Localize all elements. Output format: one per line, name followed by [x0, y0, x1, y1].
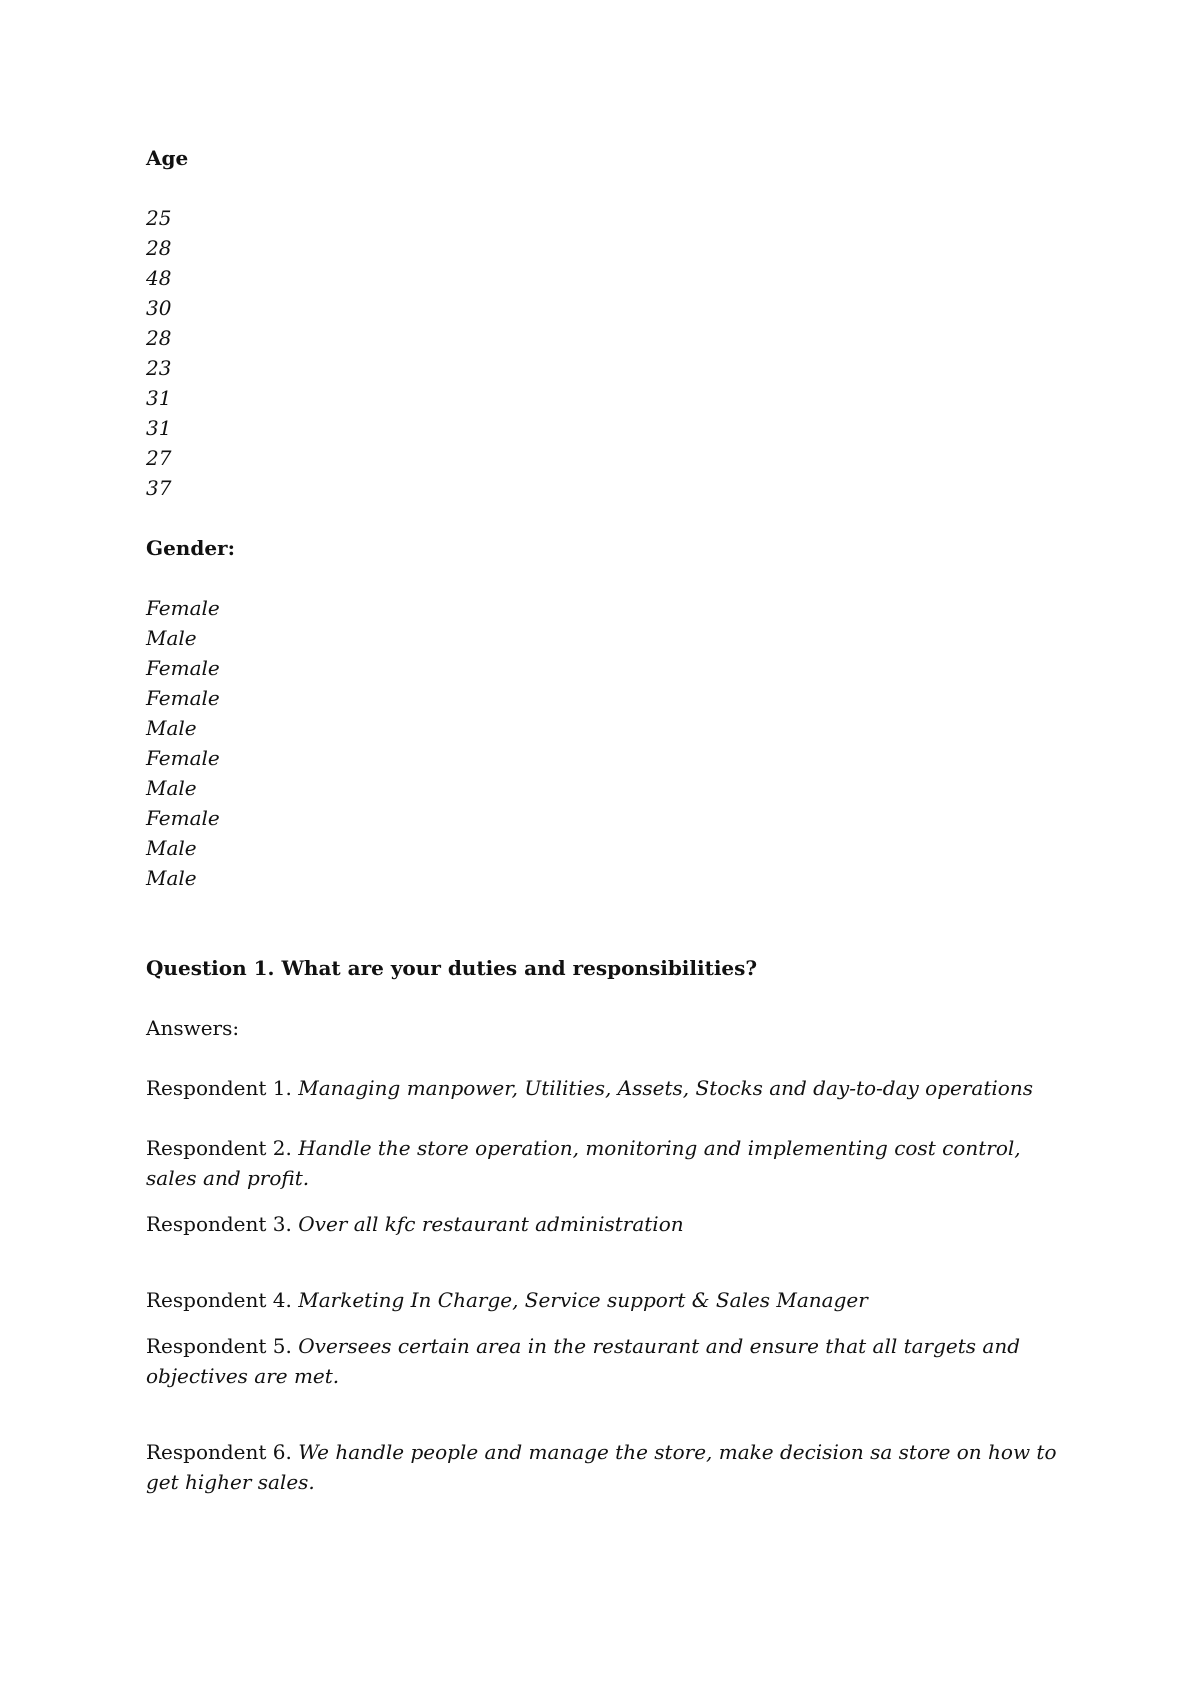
respondent-1-response: [146, 1073, 1066, 1103]
gender-value: Male: [146, 866, 197, 890]
document-body: [146, 143, 1066, 1497]
gender-value: Male: [146, 716, 197, 740]
respondent-6-response: [146, 1437, 1066, 1497]
respondent-label: Respondent 1.: [146, 1076, 292, 1100]
gender-value: Female: [146, 806, 220, 830]
answers-label: Answers:: [146, 1016, 240, 1040]
gender-value: Female: [146, 686, 220, 710]
gender-value: Male: [146, 776, 197, 800]
age-value: 37: [146, 476, 172, 500]
gender-value: Female: [146, 596, 220, 620]
age-value: 28: [146, 326, 172, 350]
respondent-answer: Handle the store operation, monitoring and implementing cost control, sales and profit.: [146, 1136, 1021, 1190]
age-value: 25: [146, 206, 172, 230]
age-value: 31: [146, 386, 172, 410]
respondent-5-response: [146, 1331, 1066, 1391]
respondent-3-response: [146, 1209, 1066, 1239]
respondent-label: Respondent 4.: [146, 1288, 292, 1312]
age-list: [146, 203, 1066, 503]
respondent-2-response: [146, 1133, 1066, 1193]
age-value: 30: [146, 296, 172, 320]
gender-value: Male: [146, 836, 197, 860]
respondent-label: Respondent 2.: [146, 1136, 292, 1160]
respondent-answer: We handle people and manage the store, make decision sa store on how to get higher sales.: [146, 1440, 1057, 1494]
respondent-answer: Marketing In Charge, Service support & Sales Manager: [298, 1288, 868, 1312]
gender-list: [146, 593, 1066, 893]
gender-value: Female: [146, 746, 220, 770]
age-value: 48: [146, 266, 172, 290]
respondent-label: Respondent 3.: [146, 1212, 292, 1236]
age-value: 27: [146, 446, 172, 470]
question-1-title: Question 1. What are your duties and responsibilities?: [146, 956, 758, 980]
gender-heading: Gender:: [146, 536, 235, 560]
respondent-answer: Managing manpower, Utilities, Assets, Stocks and day-to-day operations: [298, 1076, 1033, 1100]
respondent-label: Respondent 6.: [146, 1440, 292, 1464]
respondent-answer: Over all kfc restaurant administration: [298, 1212, 684, 1236]
age-value: 31: [146, 416, 172, 440]
respondent-answer: Oversees certain area in the restaurant and ensure that all targets and objectives are met.: [146, 1334, 1021, 1388]
gender-value: Female: [146, 656, 220, 680]
age-heading: Age: [146, 146, 189, 170]
respondent-4-response: [146, 1285, 1066, 1315]
gender-value: Male: [146, 626, 197, 650]
age-value: 23: [146, 356, 172, 380]
respondent-label: Respondent 5.: [146, 1334, 292, 1358]
age-value: 28: [146, 236, 172, 260]
